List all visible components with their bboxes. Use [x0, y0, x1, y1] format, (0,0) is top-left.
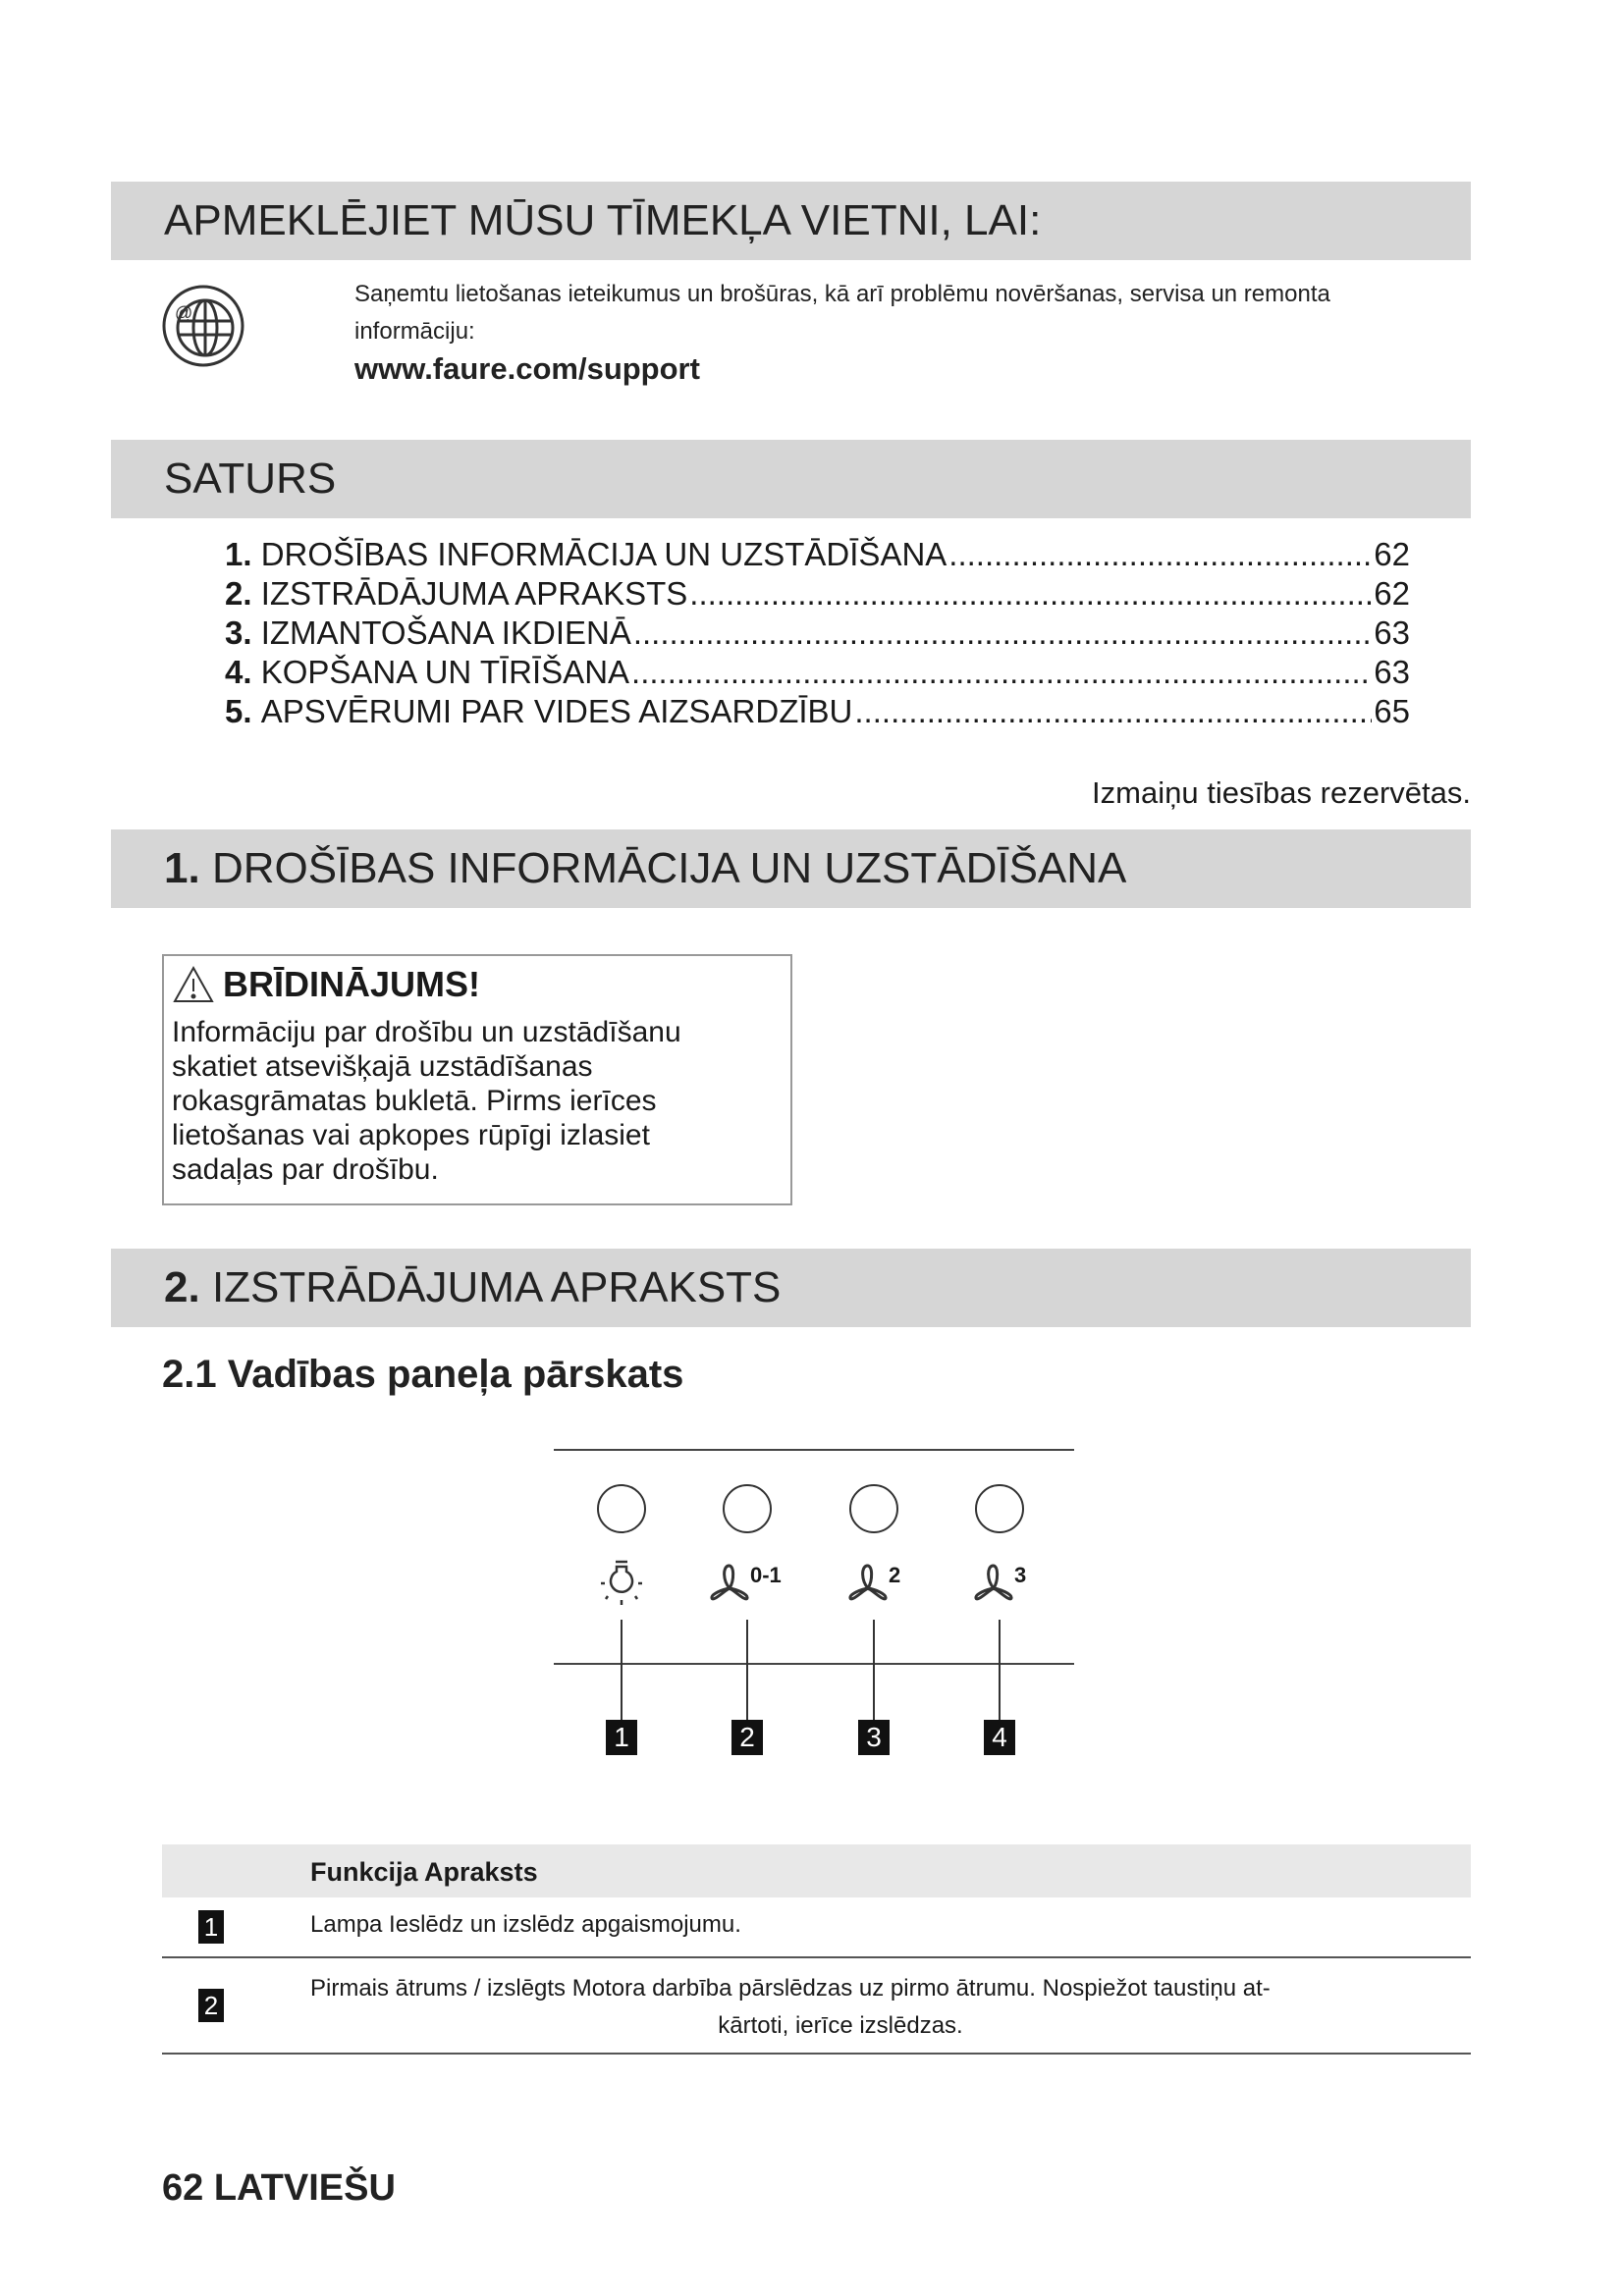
section2-header [111, 1249, 1471, 1327]
toc-item[interactable] [225, 653, 1410, 692]
website-text: Saņemtu lietošanas ieteikumus un brošūras, kā arī problēmu novēršanas, servisa un remonta [354, 281, 1330, 307]
toc-num: 3. [225, 614, 252, 651]
row-text-line: kārtoti, ierīce izslēdzas. [718, 2012, 963, 2039]
warning-line: rokasgrāmatas bukletā. Pirms ierīces [172, 1085, 657, 1117]
toc-page: 63 [1374, 614, 1410, 651]
toc-dots [854, 692, 1372, 731]
toc-label: IZSTRĀDĀJUMA APRAKSTS [260, 575, 688, 612]
callout-number: 1 [606, 1720, 637, 1755]
fan-speed3-indicator [973, 1563, 1026, 1606]
contents-header [111, 440, 1471, 518]
callout-line [999, 1620, 1001, 1722]
warning-line: lietošanas vai apkopes rūpīgi izlasiet [172, 1119, 650, 1151]
toc-page: 63 [1374, 654, 1410, 690]
warning-title: BRĪDINĀJUMS! [223, 964, 481, 1004]
warning-line: sadaļas par drošību. [172, 1153, 439, 1186]
callout-number: 3 [858, 1720, 890, 1755]
callout-number: 2 [731, 1720, 763, 1755]
toc-num: 1. [225, 536, 252, 572]
toc-item[interactable] [225, 614, 1410, 653]
section1-header [111, 829, 1471, 908]
website-header [111, 182, 1471, 260]
callout-line [873, 1620, 875, 1722]
speed1-button[interactable] [723, 1484, 772, 1533]
toc-label: DROŠĪBAS INFORMĀCIJA UN UZSTĀDĪŠANA [260, 536, 947, 572]
fan-speed-label: 3 [1014, 1563, 1027, 1587]
toc-label: APSVĒRUMI PAR VIDES AIZSARDZĪBU [260, 693, 853, 729]
warning-line: Informāciju par drošību un uzstādīšanu [172, 1016, 681, 1048]
toc-dots [948, 535, 1372, 574]
callout-number: 4 [984, 1720, 1015, 1755]
warning-box [162, 954, 792, 1205]
page-footer: 62 LATVIEŠU [162, 2167, 396, 2209]
subsection-title: 2.1 Vadības paneļa pārskats [162, 1353, 684, 1396]
toc-num: 4. [225, 654, 252, 690]
speed2-button[interactable] [849, 1484, 898, 1533]
toc-page: 65 [1374, 693, 1410, 729]
toc-item[interactable] [225, 692, 1410, 731]
row-text: Lampa Ieslēdz un izslēdz apgaismojumu. [310, 1911, 741, 1938]
support-link[interactable]: www.faure.com/support [354, 351, 700, 386]
table-row [162, 1897, 1471, 1958]
fan-icon [973, 1563, 1014, 1606]
toc-num: 5. [225, 693, 252, 729]
row-number: 1 [198, 1910, 224, 1944]
toc-dots [631, 653, 1372, 692]
fan-speed-label: 0-1 [750, 1563, 782, 1587]
row-number: 2 [198, 1989, 224, 2022]
fan-icon [709, 1563, 750, 1606]
section2-title: IZSTRĀDĀJUMA APRAKSTS [211, 1263, 782, 1311]
toc-num: 2. [225, 575, 252, 612]
fan-speed-label: 2 [889, 1563, 901, 1587]
row-text [310, 1970, 1371, 2045]
warning-line: skatiet atsevišķajā uzstādīšanas [172, 1050, 593, 1083]
callout-line [746, 1620, 748, 1722]
panel-top-line [554, 1449, 1074, 1451]
toc-item[interactable] [225, 535, 1410, 574]
toc-page: 62 [1374, 575, 1410, 612]
table-row [162, 1958, 1471, 2055]
toc-item[interactable] [225, 574, 1410, 614]
section2-num: 2. [164, 1263, 200, 1311]
section1-title: DROŠĪBAS INFORMĀCIJA UN UZSTĀDĪŠANA [211, 844, 1127, 892]
toc-label: KOPŠANA UN TĪRĪŠANA [260, 654, 630, 690]
toc-dots [689, 574, 1372, 614]
lamp-icon [599, 1559, 644, 1613]
website-title: APMEKLĒJIET MŪSU TĪMEKĻA VIETNI, LAI: [164, 196, 1042, 244]
callout-line [621, 1620, 623, 1722]
table-header [162, 1844, 1471, 1897]
speed3-button[interactable] [975, 1484, 1024, 1533]
website-text-line2: informāciju: [354, 318, 475, 345]
toc-page: 62 [1374, 536, 1410, 572]
panel-bottom-line [554, 1663, 1074, 1665]
fan-icon [847, 1563, 889, 1606]
fan-speed1-indicator [709, 1563, 782, 1606]
toc-dots [633, 614, 1372, 653]
toc-list [225, 535, 1410, 731]
lamp-button[interactable] [597, 1484, 646, 1533]
section1-num: 1. [164, 844, 200, 892]
warning-icon [172, 965, 215, 1004]
globe-icon [161, 284, 245, 373]
contents-title: SATURS [164, 454, 337, 503]
toc-label: IZMANTOŠANA IKDIENĀ [260, 614, 631, 651]
fan-speed2-indicator [847, 1563, 900, 1606]
svg-text:@: @ [175, 303, 193, 323]
table-header-text: Funkcija Apraksts [310, 1857, 538, 1887]
rights-note: Izmaiņu tiesības rezervētas. [1092, 775, 1471, 810]
row-text-line: Pirmais ātrums / izslēgts Motora darbība pārslēdzas uz pirmo ātrumu. Nospiežot taustiņu at- [310, 1975, 1271, 2002]
